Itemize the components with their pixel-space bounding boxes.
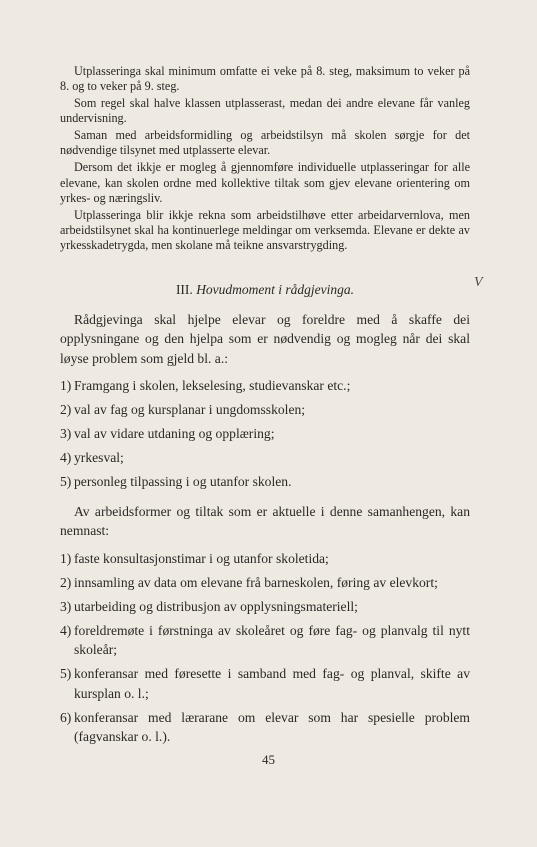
intro-paragraph: Saman med arbeidsformidling og arbeidstilsyn må skolen sørgje for det nødvendige tilsynet med utplasserte elevar.	[60, 128, 470, 158]
list-item	[60, 472, 470, 492]
list-item-number: 1)	[60, 550, 72, 566]
list-item-text: faste konsultasjonstimar i og utanfor skoletida;	[74, 550, 329, 566]
list-item-text: yrkesval;	[74, 450, 124, 466]
list-item	[60, 664, 470, 703]
list-item-text: konferansar med lærarane om elevar som har spesielle problem (fagvanskar o. l.).	[74, 709, 470, 745]
list-item-text: val av fag og kursplanar i ungdomsskolen;	[74, 402, 306, 418]
list-item-number: 6)	[60, 709, 72, 725]
list-item-text: Framgang i skolen, lekselesing, studievanskar etc.;	[74, 378, 351, 394]
body-paragraph: Av arbeidsformer og tiltak som er aktuelle i denne samanhengen, kan nemnast:	[60, 503, 470, 539]
list-item-text: foreldremøte i førstninga av skoleåret og føre fag- og planvalg til nytt skoleår;	[74, 622, 470, 658]
list-item-number: 5)	[60, 474, 72, 490]
list-item-text: konferansar med føresette i samband med fag- og planval, skifte av kursplan o. l.;	[74, 666, 470, 701]
section-number: III.	[175, 281, 193, 297]
list-item	[60, 708, 470, 747]
list-item	[60, 597, 470, 617]
list-item-text: innsamling av data om elevane frå barneskolen, føring av elevkort;	[74, 574, 438, 590]
page-content	[60, 64, 470, 757]
list-item-number: 2)	[60, 402, 72, 418]
section-title: Hovudmoment i rådgjevinga.	[196, 281, 355, 297]
intro-paragraph: Utplasseringa skal minimum omfatte ei veke på 8. steg, maksimum to veker på 8. og to veker på 9. steg.	[60, 64, 470, 94]
list-item-number: 5)	[60, 666, 72, 682]
list-item-text: val av vidare utdaning og opplæring;	[74, 426, 275, 442]
main-section	[60, 310, 470, 747]
intro-paragraph: Utplasseringa blir ikkje rekna som arbeidstilhøve etter arbeidarvernlova, men arbeidstilsynet skal ha kontinuerlege meldingar om verksemda. Elevane er dekte av yrkesskadetrygda, men skolane må teikne ansvarstrygding.	[60, 207, 470, 253]
topic-list	[60, 376, 470, 492]
list-item-number: 4)	[60, 622, 72, 638]
list-item	[60, 621, 470, 660]
list-item	[60, 376, 470, 396]
list-item	[60, 573, 470, 593]
measures-list	[60, 549, 470, 747]
list-item	[60, 400, 470, 420]
list-item-text: utarbeiding og distribusjon av opplysningsmateriell;	[74, 598, 358, 614]
page-number: 45	[262, 752, 275, 767]
list-item-number: 2)	[60, 574, 72, 590]
body-paragraph: Rådgjevinga skal hjelpe elevar og foreldre med å skaffe dei opplysningane og den hjelpa som er nødvendig og mogleg når dei skal løyse problem som gjeld bl. a.:	[60, 311, 470, 366]
handwritten-check-mark: V	[474, 275, 483, 290]
list-item	[60, 424, 470, 444]
list-item-text: personleg tilpassing i og utanfor skolen.	[74, 474, 292, 490]
list-item	[60, 448, 470, 468]
list-item-number: 4)	[60, 450, 72, 466]
list-item	[60, 549, 470, 569]
intro-section	[60, 64, 470, 254]
list-item-number: 1)	[60, 378, 72, 394]
intro-paragraph: Dersom det ikkje er mogleg å gjennomføre individuelle utplasseringar for alle elevane, kan skolen ordne med kollektive tiltak som gjev elevane orientering om yrkes- og næringsliv.	[60, 160, 470, 205]
list-item-number: 3)	[60, 598, 72, 614]
list-item-number: 3)	[60, 426, 72, 442]
section-heading	[60, 282, 470, 298]
intro-paragraph: Som regel skal halve klassen utplasserast, medan dei andre elevane får vanleg undervisning.	[60, 96, 470, 126]
